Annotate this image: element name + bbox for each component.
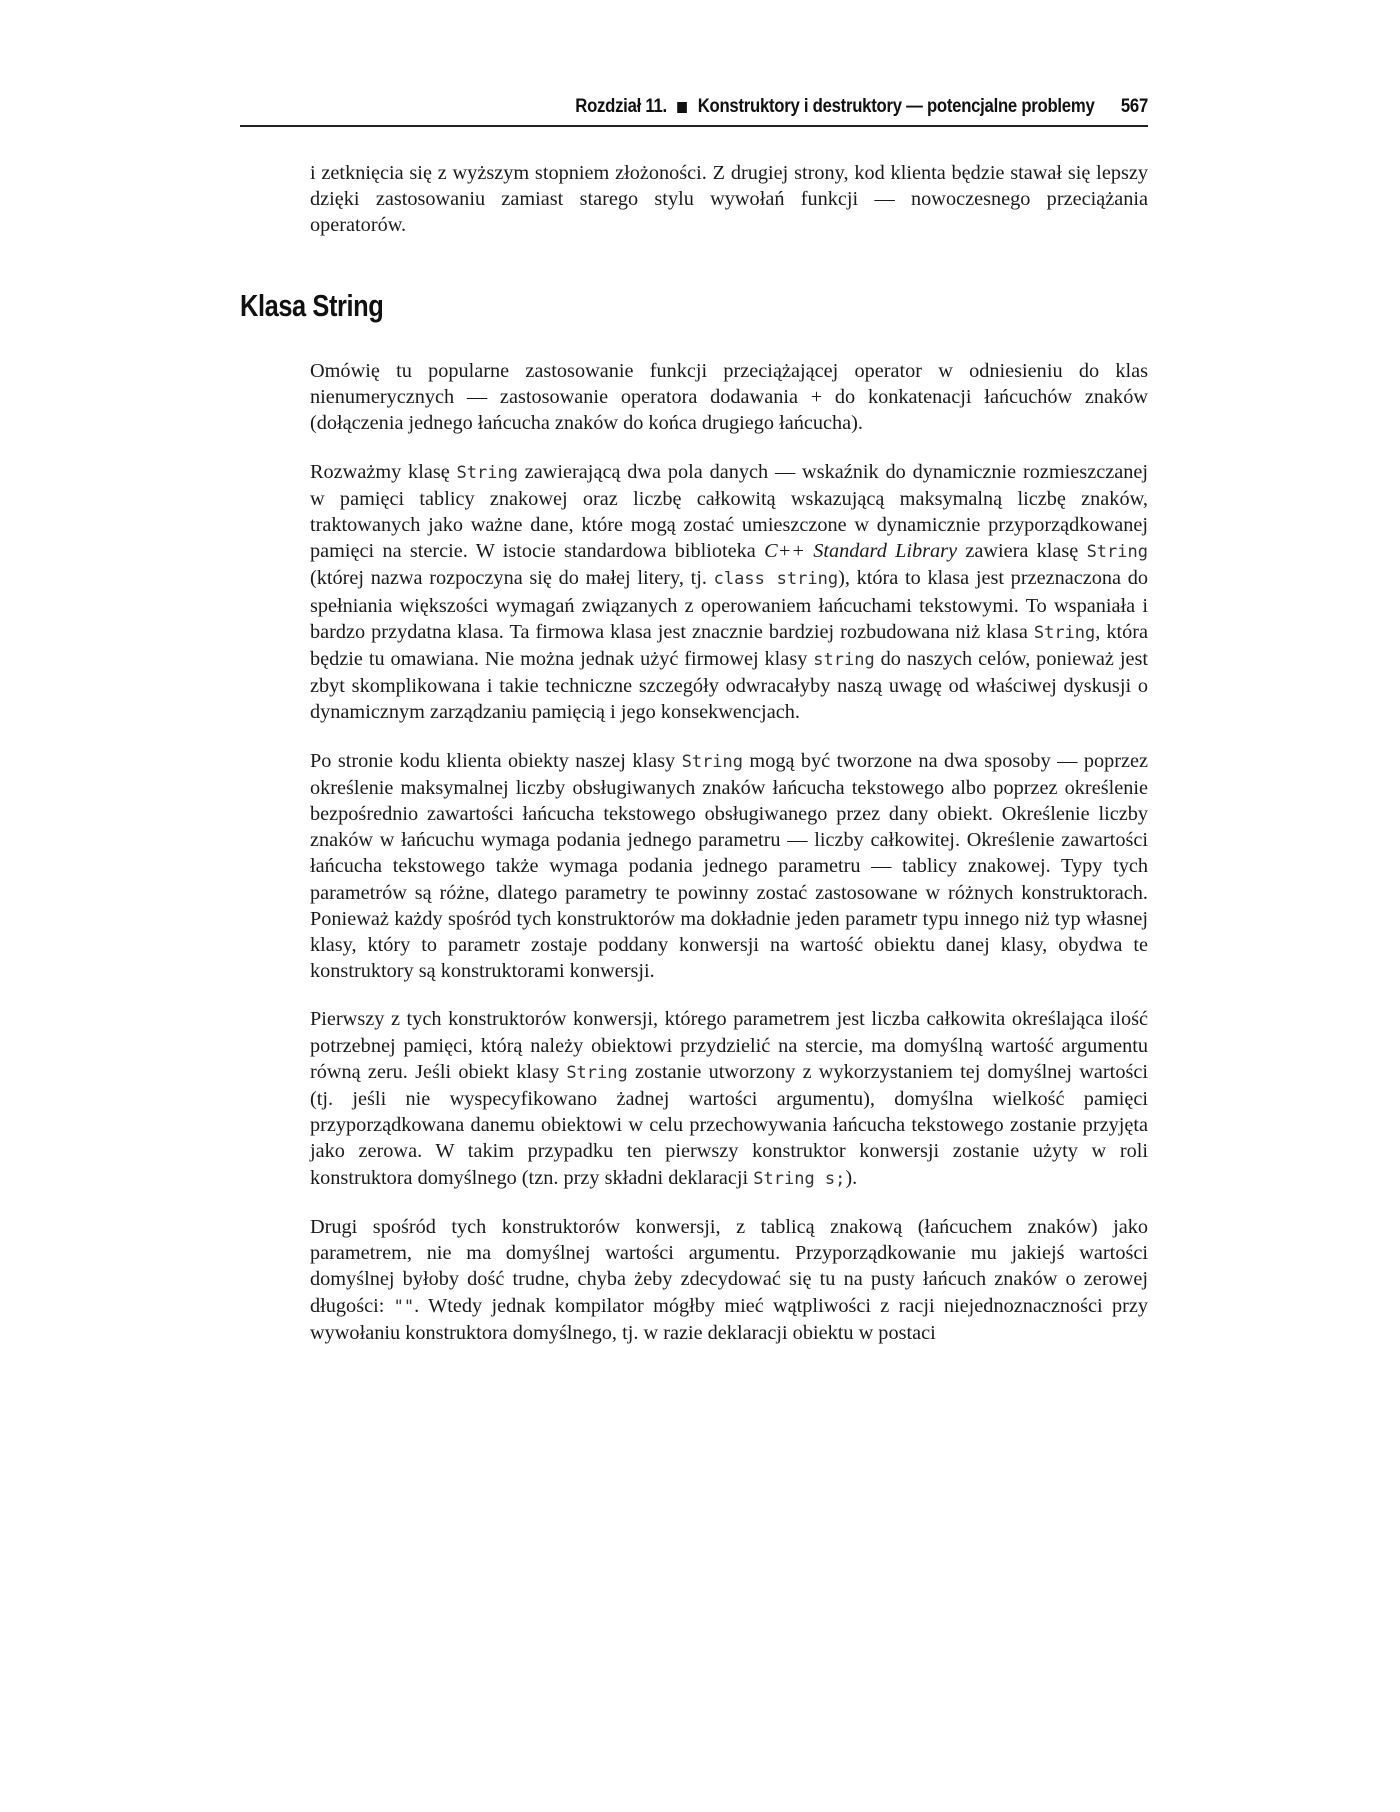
text-span: mogą być tworzone na dwa sposoby — poprzez określenie maksymalnej liczby obsługiwanych znaków łańcucha tekstowego albo poprzez określenie bezpośrednio zawartości łańcucha tekstowego obsługiwanego przez dany obiekt. Określenie liczby znaków w łańcuchu wymaga podania jednego parametru — liczby całkowitej. Określenie zawartości łańcucha tekstowego także wymaga podania jednego parametru — tablicy znakowej. Typy tych parametrów są różne, dlatego parametry te powinny zostać zastosowane w różnych konstruktorach. Ponieważ każdy spośród tych konstruktorów ma dokładnie jeden parametr typu innego niż typ własnej klasy, który to parametr zostaje poddany konwersji na wartość obiektu danej klasy, obydwa te konstruktory są konstruktorami konwersji.: [310, 749, 1149, 983]
code-span: String: [566, 1062, 628, 1083]
header-rule: [240, 125, 1148, 127]
paragraph-2: [310, 459, 1148, 726]
text-span: , która będzie tu omawiana. Nie można jednak użyć firmowej klasy: [310, 620, 1148, 671]
intro-text: [310, 160, 1148, 239]
square-bullet-icon: [677, 102, 687, 113]
text-span: Po stronie kodu klienta obiekty naszej klasy: [310, 749, 682, 772]
paragraph-5: [310, 1214, 1148, 1346]
text-span: (której nazwa rozpoczyna się do małej litery, tj.: [310, 567, 714, 590]
code-span: String s;: [753, 1168, 846, 1189]
page-number: 567: [1120, 96, 1148, 117]
code-span: "": [393, 1296, 415, 1317]
text-span: do naszych celów, ponieważ jest zbyt skomplikowana i takie techniczne szczegóły odwracałyby naszą uwagę od właściwej dyskusji o dynamicznym zarządzaniu pamięcią i jego konsekwencjach.: [310, 648, 1148, 724]
text-span: ), która to klasa jest przeznaczona do spełniania większości wymagań związanych z operowaniem łańcuchami tekstowymi. To wspaniała i bardzo przydatna klasa. Ta firmowa klasa jest znacznie bardziej rozbudowana niż klasa: [310, 567, 1148, 643]
text-span: . Wtedy jednak kompilator mógłby mieć wątpliwości z racji niejednoznaczności przy wywołaniu konstruktora domyślnego, tj. w razie deklaracji obiektu w postaci: [310, 1294, 1148, 1344]
text-span: ).: [845, 1166, 858, 1189]
italic-span: C++ Standard Library: [764, 540, 958, 563]
text-span: Drugi spośród tych konstruktorów konwersji, z tablicą znakową (łańcuchem znaków) jako parametrem, nie ma domyślnej wartości argumentu. Przyporządkowanie mu jakiejś wartości domyślnej byłoby dość trudne, chyba żeby zdecydować się tu na pusty łańcuch znaków o zerowej długości:: [310, 1215, 1148, 1317]
code-span: String: [1086, 542, 1148, 563]
chapter-label: Rozdział 11.: [575, 96, 667, 117]
paragraph-4: [310, 1006, 1148, 1191]
text-span: Pierwszy z tych konstruktorów konwersji, którego parametrem jest liczba całkowita określająca ilość potrzebnej pamięci, którą należy obiektowi przydzielić na stercie, ma domyślną wartość argumentu równą zeru. Jeśli obiekt klasy: [310, 1008, 1148, 1083]
intro-paragraph: i zetknięcia się z wyższym stopniem złożoności. Z drugiej strony, kod klienta będzie stawał się lepszy dzięki zastosowaniu zamiast starego stylu wywołań funkcji — nowoczesnego przeciążania operatorów.: [310, 162, 1148, 237]
chapter-title: Konstruktory i destruktory — potencjalne problemy: [697, 96, 1095, 117]
code-span: String: [1033, 622, 1096, 643]
section-body: [310, 358, 1148, 1368]
text-span: Rozważmy klasę: [310, 460, 457, 483]
running-header: [349, 92, 1148, 122]
paragraph-1: Omówię tu popularne zastosowanie funkcji przeciążającej operator w odniesieniu do klas nienumerycznych — zastosowanie operatora dodawania + do konkatenacji łańcuchów znaków (dołączenia jednego łańcucha znaków do końca drugiego łańcucha).: [310, 360, 1148, 435]
code-span: String: [681, 751, 744, 772]
text-span: zostanie utworzony z wykorzystaniem tej domyślnej wartości (tj. jeśli nie wyspecyfikowano żadnej wartości argumentu), domyślna wielkość pamięci przyporządkowana danemu obiektowi w celu przechowywania łańcucha tekstowego zostanie przyjęta jako zerowa. W takim przypadku ten pierwszy konstruktor konwersji zostanie użyty w roli konstruktora domyślnego (tzn. przy składni deklaracji: [310, 1060, 1148, 1189]
text-span: zawierającą dwa pola danych — wskaźnik do dynamicznie rozmieszczanej w pamięci tablicy znakowej oraz liczbę całkowitą wskazującą maksymalną liczbę znaków, traktowanych jako ważne dane, które mogą zostać umieszczone w dynamicznie przyporządkowanej pamięci na stercie. W istocie standardowa biblioteka: [310, 460, 1148, 563]
code-span: class string: [713, 569, 839, 590]
code-span: String: [456, 462, 518, 483]
section-heading: Klasa String: [240, 288, 384, 323]
text-span: zawiera klasę: [957, 540, 1087, 563]
paragraph-3: [310, 748, 1148, 985]
code-span: string: [813, 650, 875, 671]
